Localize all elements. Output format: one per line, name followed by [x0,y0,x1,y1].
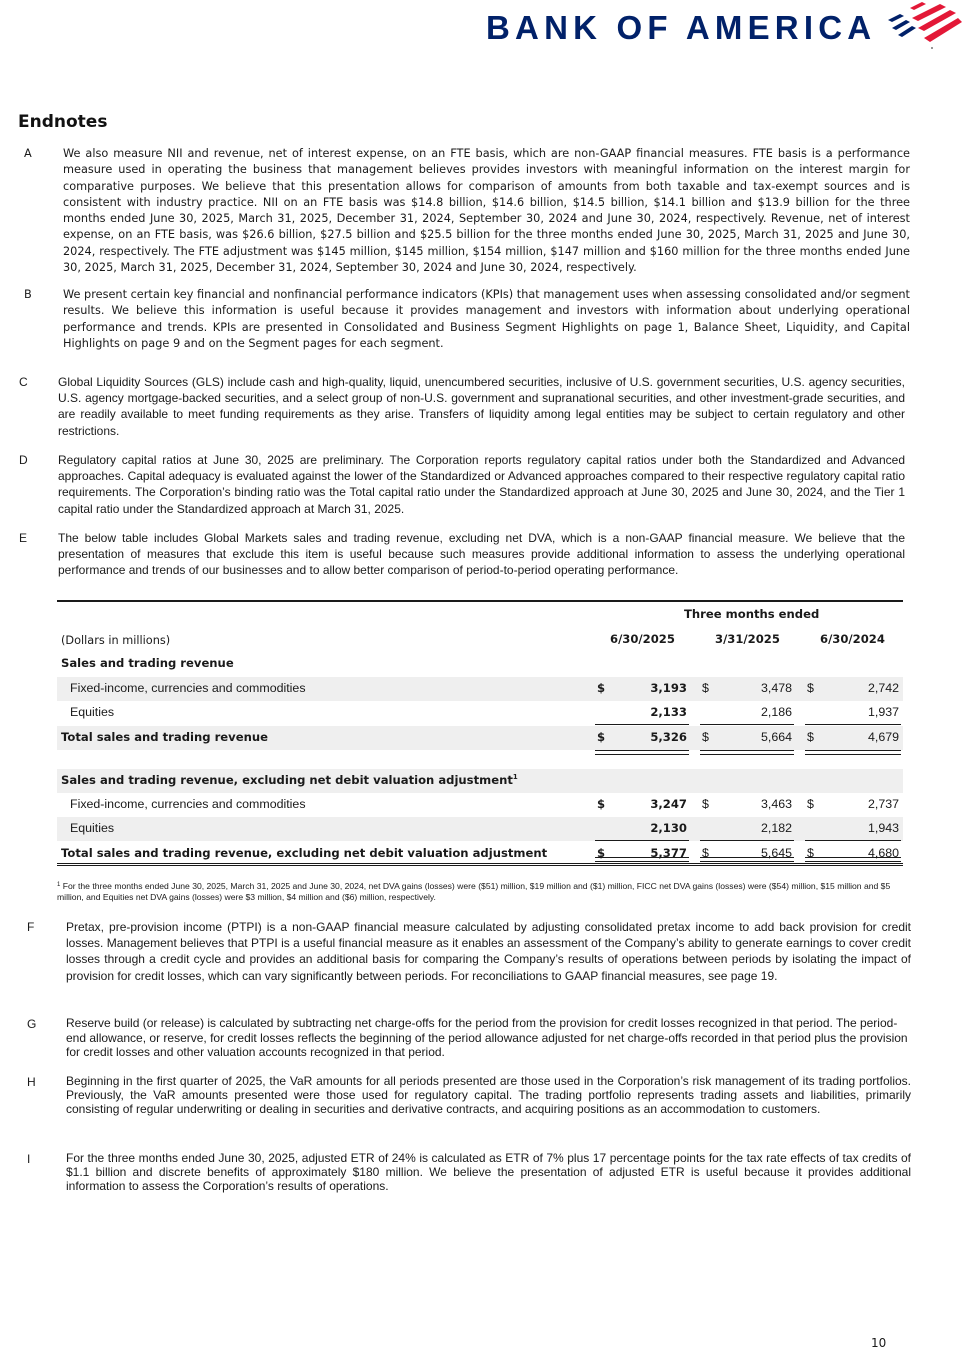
row-label: Total sales and trading revenue [61,730,268,744]
endnote-text: Global Liquidity Sources (GLS) include cash and high-quality, liquid, unencumbered securities, inclusive of U.S. government securities, U.S. agency securities, U.S. agency mortgage-backed securities, and a select group of non-U.S. government and supranational securities, and other investment-grade securities, and are readily available to meet funding requirements as they arise. Transfers of liquidity among legal entities may be subject to certain regulatory and other restrictions. [58,375,905,438]
subtotal-rule [805,724,901,725]
dollar-sign: $ [807,730,814,744]
endnote-letter: G [27,1017,37,1031]
table-row [57,701,903,725]
footnote-marker: 1 [512,773,518,781]
endnote-text: We present certain key financial and nonfinancial performance indicators (KPIs) that management uses when assessing consolidated and/or segment results. We believe this information is useful because it provides management and investors with information about underlying operational performance and trends. KPIs are presented in Consolidated and Business Segment Highlights on page 1, Balance Sheet, Liquidity, and Capital Highlights on page 9 and on the Segment pages for each segment. [63,288,910,350]
value-6-30-2024: 1,943 [867,821,899,835]
section-title-row [57,652,903,676]
footnote-text: For the three months ended June 30, 2025, March 31, 2025 and June 30, 2024, net DVA gains (losses) were ($51) million, $19 million and ($1) million, FICC net DVA gains (losses) were ($54) million, $15 million and $5 million, and Equities net DVA gains (losses) were $3 million, $4 million and ($6) million, respectively. [57,881,891,902]
value-6-30-2025: 3,193 [650,681,687,695]
unit-label: (Dollars in millions) [61,634,171,647]
endnote-text: Pretax, pre-provision income (PTPI) is a non-GAAP financial measure calculated by adjusting consolidated pretax income to add back provision for credit losses. Management believes that PTPI is a useful financial measure as it enables an assessment of the Company’s ability to generate earnings to cover credit losses through a credit cycle and provides an additional basis for comparing the Company’s results of operations between periods by isolating the impact of provision for credit losses, which can vary significantly between periods. For reconciliations to GAAP financial measures, see page 19. [66,920,911,983]
subtotal-rule [700,724,794,725]
value-6-30-2025: 2,130 [650,821,687,835]
endnote-text: Regulatory capital ratios at June 30, 2025 are preliminary. The Corporation reports regulatory capital ratios under both the Standardized and Advanced approaches. Capital adequacy is evaluated against the lower of the Standardized or Advanced approaches compared to their respective regulatory capital ratio requirements. The Corporation’s binding ratio was the Total capital ratio under the Standardized approach at June 30, 2025 and June 30, 2024, and the Tier 1 capital ratio under the Standardized approach at March 31, 2025. [58,453,905,516]
total-double-rule [805,857,901,862]
row-label: Equities [70,821,115,835]
endnote-letter: H [27,1075,36,1089]
subtotal-rule [595,724,689,725]
value-6-30-2025: 2,133 [650,705,687,719]
endnote-letter: E [19,531,28,545]
endnote-text: Beginning in the first quarter of 2025, the VaR amounts for all periods presented are those used in the Corporation’s risk management of its trading portfolios. Previously, the VaR amounts presented were those used for regulatory capital. The trading portfolio represents trading assets and liabilities, primarily consisting of regular underwriting or dealing in securities and derivative contracts, and acquiring positions as an accommodation to customers. [66,1074,911,1116]
row-label: Fixed-income, currencies and commodities [70,797,306,811]
logo-wordmark: BANK OF AMERICA [486,9,877,46]
value-6-30-2024: 2,737 [867,797,899,811]
total-double-rule [805,750,901,755]
footnote-marker: 1 [57,882,61,888]
row-label: Equities [70,705,115,719]
value-6-30-2024: 2,742 [867,681,899,695]
dollar-sign: $ [597,797,606,811]
endnote-letter: I [27,1152,31,1166]
dollar-sign: $ [702,681,709,695]
value-6-30-2024: 1,937 [867,705,899,719]
subtotal-rule [595,840,689,841]
value-6-30-2024: 4,679 [867,730,899,744]
row-label: Total sales and trading revenue, excluding net debit valuation adjustment [61,846,548,860]
table-footnote [57,880,903,902]
table-bottom-rule [57,863,903,866]
column-header-6-30-2025: 6/30/2025 [610,632,675,646]
dollar-sign: $ [702,846,709,860]
total-row [57,726,903,750]
value-3-31-2025: 2,182 [760,821,792,835]
column-header-3-31-2025: 3/31/2025 [715,632,780,646]
value-6-30-2025: 5,377 [650,846,687,860]
total-double-rule [595,750,689,755]
table-row [57,677,903,701]
row-label: Fixed-income, currencies and commodities [70,681,306,695]
value-6-30-2025: 5,326 [650,730,687,744]
table-row [57,817,903,841]
subtotal-rule [805,840,901,841]
value-6-30-2025: 3,247 [650,797,687,811]
group-header: Three months ended [684,607,820,621]
dollar-sign: $ [597,681,606,695]
dollar-sign: $ [702,797,709,811]
dollar-sign: $ [807,797,814,811]
section-title-row [57,769,903,793]
section-title: Sales and trading revenue, excluding net debit valuation adjustment$^1$ [61,773,518,787]
flag-logo-icon [882,0,962,52]
endnote-letter: C [19,375,28,389]
value-3-31-2025: 5,645 [760,846,792,860]
endnote-text: We also measure NII and revenue, net of interest expense, on an FTE basis, which are non-GAAP financial measures. FTE basis is a performance measure used in operating the business that management believes provides investors with meaningful information on the interest margin for comparative purposes. We believe that this presentation allows for comparison of amounts from both taxable and tax-exempt sources and is consistent with industry practice. NII on an FTE basis was $14.8 billion, $14.6 billion, $14.5 billion, $14.1 billion and $13.9 billion for the three months ended June 30, 2025, March 31, 2025, December 31, 2024, September 30, 2024 and June 30, 2024, respectively. Revenue, net of interest expense, on an FTE basis, was $26.6 billion, $27.5 billion and $25.5 billion for the three months ended June 30, 2025, March 31, 2025 and June 30, 2024, respectively. The FTE adjustment was $145 million, $145 million, $154 million, $147 million and $160 million for the three months ended June 30, 2025, March 31, 2025, December 31, 2024, September 30, 2024 and June 30, 2024, respectively. [63,147,910,275]
dollar-sign: $ [807,846,814,860]
column-header-6-30-2024: 6/30/2024 [820,632,885,646]
value-3-31-2025: 2,186 [760,705,792,719]
section-title: Sales and trading revenue [61,656,234,670]
value-3-31-2025: 3,463 [760,797,792,811]
value-6-30-2024: 4,680 [867,846,899,860]
subtotal-rule [700,840,794,841]
endnote-letter: A [24,147,32,160]
bank-of-america-logo [486,6,946,50]
dollar-sign: $ [807,681,814,695]
endnote-letter: D [19,453,28,467]
total-double-rule [700,857,794,862]
page-number: 10 [871,1336,887,1350]
endnote-letter: F [27,920,35,934]
value-3-31-2025: 3,478 [760,681,792,695]
value-3-31-2025: 5,664 [760,730,792,744]
total-double-rule [700,750,794,755]
dollar-sign: $ [597,730,606,744]
total-double-rule [595,857,689,862]
page-title: Endnotes [18,112,108,132]
endnote-text: Reserve build (or release) is calculated by subtracting net charge-offs for the period from the provision for credit losses recognized in that period. The period-end allowance, or reserve, for credit losses reflects the beginning of the period allowance adjusted for net charge-offs recorded in that period plus the provision for credit losses and other valuation accounts recognized in that period. [66,1016,908,1059]
endnote-letter: B [24,288,32,301]
endnote-text: The below table includes Global Markets sales and trading revenue, excluding net DVA, which is a non-GAAP financial measure. We believe that the presentation of measures that exclude this item is useful because such measures provide additional information to assess the underlying operational performance and trends of our businesses and to allow better comparison of period-to-period operating performance. [58,531,905,578]
endnote-text: For the three months ended June 30, 2025, adjusted ETR of 24% is calculated as ETR of 7% plus 17 percentage points for the tax rate effects of tax credits of $1.1 billion and discrete benefits of approximately $180 million. We believe the presentation of adjusted ETR is useful because it provides additional information to assess the Corporation’s results of operations. [66,1151,911,1193]
dollar-sign: $ [702,730,709,744]
table-top-rule [57,600,903,602]
table-row [57,793,903,817]
dollar-sign: $ [597,846,606,860]
